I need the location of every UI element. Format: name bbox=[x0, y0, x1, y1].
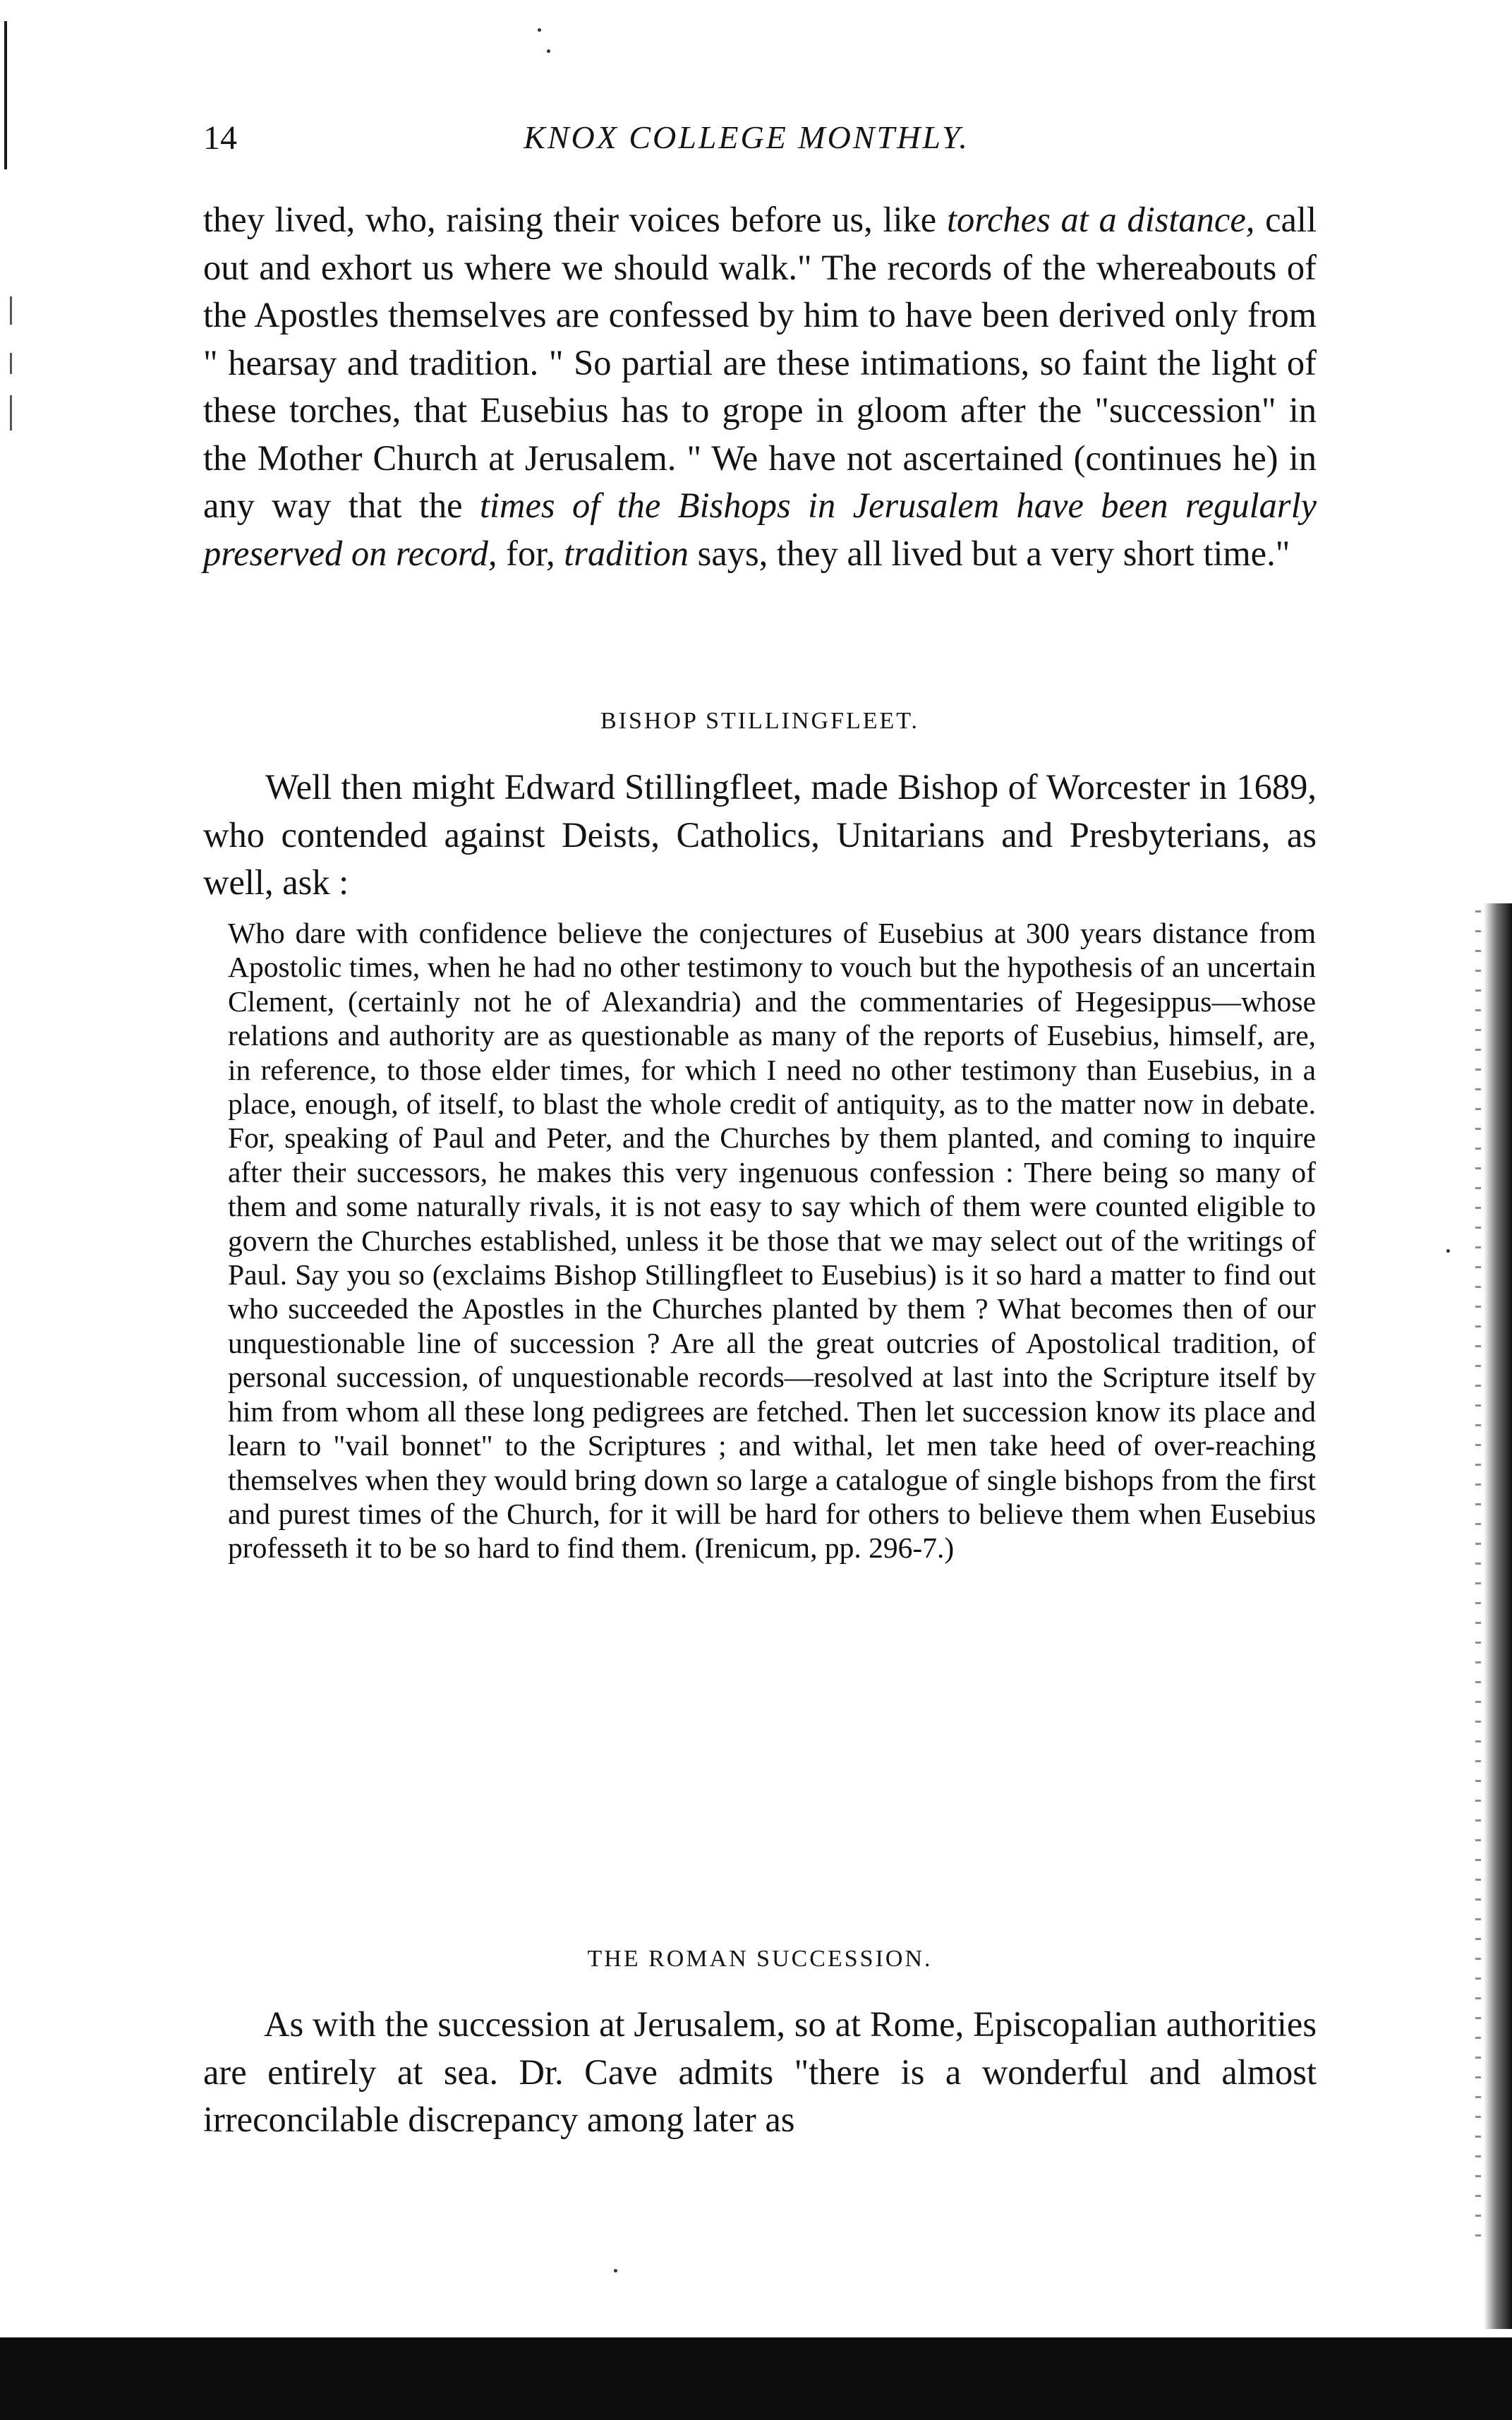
paragraph-text: As with the succession at Jerusalem, so at Rome, Episcopalian authorities are entirely at sea. Dr. Cave admits "there is a wonderful and almost irreconcilable discrepancy among later as bbox=[203, 2004, 1317, 2139]
italic-run: torches at a distance, bbox=[946, 200, 1255, 239]
page-number: 14 bbox=[203, 119, 237, 157]
text-run: for, bbox=[497, 533, 564, 573]
section-heading: THE ROMAN SUCCESSION. bbox=[587, 1946, 933, 1972]
paragraph-stillingfleet bbox=[203, 764, 1317, 907]
scan-artifact bbox=[10, 296, 12, 325]
text-run: they lived, who, raising their voices before us, like bbox=[203, 200, 947, 239]
italic-run: tradition bbox=[564, 533, 689, 573]
scan-artifact bbox=[10, 353, 12, 374]
scan-margin-line bbox=[4, 21, 7, 169]
scan-bottom-band bbox=[0, 2337, 1512, 2420]
paragraph-roman-succession bbox=[203, 2001, 1317, 2144]
italic-run: times of the Bishops in Jerusalem have been regularly preserved on record, bbox=[203, 486, 1317, 573]
paragraph-text: Well then might Edward Stillingfleet, made Bishop of Worcester in 1689, who contended against Deists, Catholics, Unitarians and Presbyterians, as well, ask : bbox=[203, 767, 1317, 902]
scan-edge-dots bbox=[1475, 910, 1481, 2251]
text-run: says, they all lived but a very short time." bbox=[689, 533, 1290, 573]
section-heading: BISHOP STILLINGFLEET. bbox=[600, 708, 920, 734]
scan-speck bbox=[538, 28, 541, 32]
block-quote bbox=[228, 916, 1316, 1565]
running-title: KNOX COLLEGE MONTHLY. bbox=[524, 119, 969, 155]
scan-speck bbox=[614, 2269, 617, 2272]
quote-text: Who dare with confidence believe the conjectures of Eusebius at 300 years distance from Apostolic times, when he had no other testimony to vouch but the hypothesis of an uncertain Clement, (certainly not he of Alexandria) and the commentaries of Hegesippus—whose relations and authority are as questionable as many of the reports of Eusebius, himself, are, in reference, to those elder times, for which I need no other testimony than Eusebius, in a place, enough, of itself, to blast the whole credit of antiquity, as to the matter now in debate. For, speaking of Paul and Peter, and the Churches by them planted, and coming to inquire after their successors, he makes this very ingenuous confession : There being so many of them and some naturally rivals, it is not easy to say which of them were counted eligible to govern the Churches established, unless it be those that we may select out of the writings of Paul. Say you so (exclaims Bishop Stillingfleet to Eusebius) is it so hard a matter to find out who succeeded the Apostles in the Churches planted by them ? What becomes then of our unquestionable line of succession ? Are all the great outcries of Apostolical tradition, of personal succession, of unquestionable records—resolved at last into the Scripture itself by him from whom all these long pedigrees are fetched. Then let succession know its place and learn to "vail bonnet" to the Scriptures ; and withal, let men take heed of over-reaching themselves when they would bring down so large a catalogue of single bishops from the first and purest times of the Church, for it will be hard for others to believe them when Eusebius professeth it to be so hard to find them. (Irenicum, pp. 296-7.) bbox=[228, 917, 1316, 1565]
running-header bbox=[203, 119, 1318, 168]
text-run: call out and exhort us where we should walk." The records of the whereabouts of the Apostles themselves are confessed by him to have been derived only from " hearsay and tradition. " So partial are these intimations, so faint the light of these torches, that Eusebius has to grope in gloom after the "succession" in the Mother Church at Jerusalem. " We have not ascertained (continues he) in any way that the bbox=[203, 200, 1317, 525]
scan-speck bbox=[547, 49, 550, 53]
scan-artifact bbox=[10, 395, 12, 431]
paragraph-eusebius bbox=[203, 196, 1317, 577]
paragraph-text bbox=[203, 196, 1317, 577]
scan-edge-shadow bbox=[1484, 903, 1512, 2329]
scan-speck bbox=[1446, 1249, 1450, 1253]
